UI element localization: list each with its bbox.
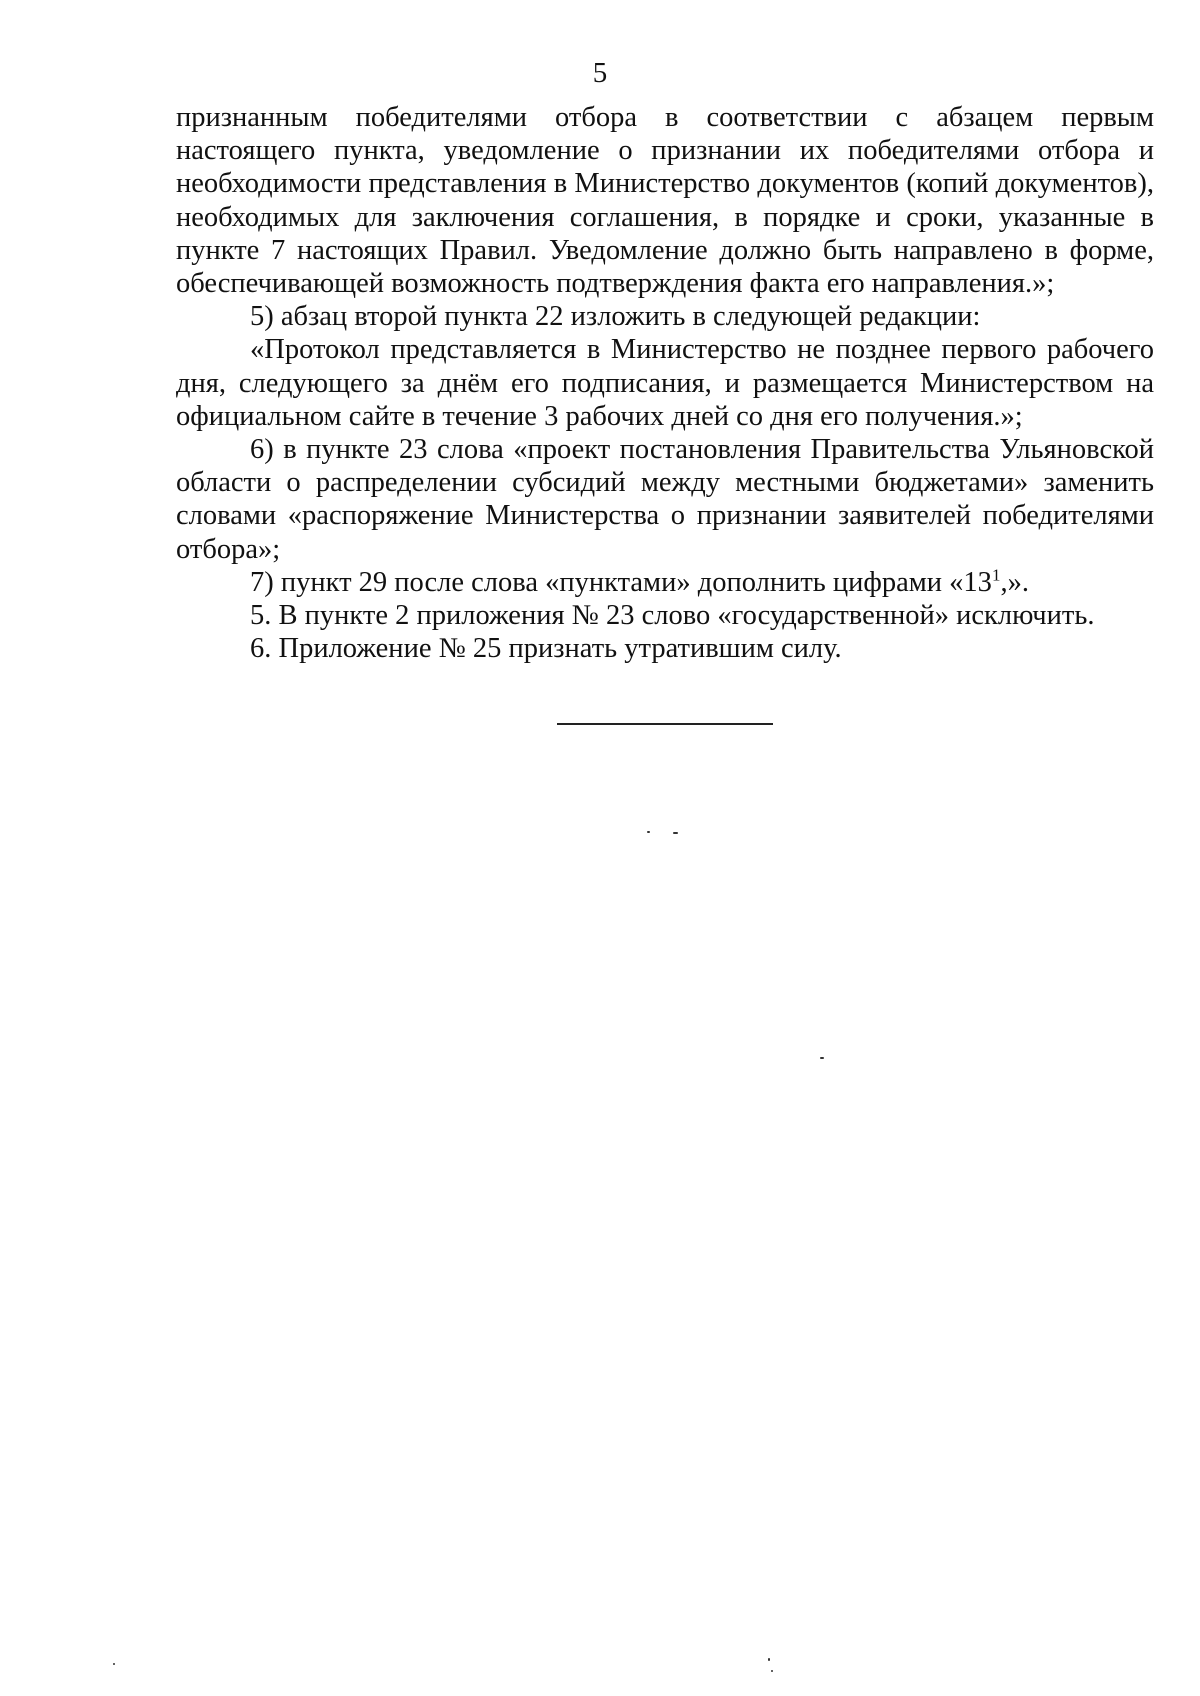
paragraph-item-7-text: 7) пункт 29 после слова «пунктами» дополнить цифрами «13 xyxy=(250,566,992,598)
paragraph-item-7-end: ,». xyxy=(1000,566,1029,598)
scan-speck xyxy=(768,1658,770,1661)
paragraph-item-6: 6) в пункте 23 слова «проект постановления Правительства Ульяновской области о распределении субсидий между местными бюджетами» заменить словами «распоряжение Министерства о признании заявителей победителями отбора»; xyxy=(176,434,1154,565)
end-divider-line xyxy=(557,723,773,725)
paragraph-notification-continuation: признанным победителями отбора в соответствии с абзацем первым настоящего пункта, уведомление о признании их победителями отбора и необходимости представления в Министерство документов (копий документов), необходимых для заключения соглашения, в порядке и сроки, указанные в пункте 7 настоящих Правил. Уведомление должно быть направлено в форме, обеспечивающей возможность подтверждения факта его направления.»; xyxy=(176,102,1154,300)
paragraph-item-5: 5) абзац второй пункта 22 изложить в следующей редакции: xyxy=(250,301,981,333)
scan-speck xyxy=(113,1663,115,1665)
scan-speck xyxy=(673,832,678,834)
superscript: 1 xyxy=(991,565,1001,585)
scan-speck xyxy=(820,1057,824,1059)
scan-speck xyxy=(771,1670,773,1672)
paragraph-point-6: 6. Приложение № 25 признать утратившим силу. xyxy=(250,633,842,665)
paragraph-protocol-quote: «Протокол представляется в Министерство не позднее первого рабочего дня, следующего за днём его подписания, и размещается Министерством на официальном сайте в течение 3 рабочих дней со дня его получения.»; xyxy=(176,334,1154,432)
paragraph-item-7 xyxy=(176,566,1154,599)
page-number: 5 xyxy=(592,57,608,89)
scan-speck xyxy=(647,831,650,833)
document-body xyxy=(176,101,1154,665)
paragraph-point-5: 5. В пункте 2 приложения № 23 слово «государственной» исключить. xyxy=(250,600,1095,632)
